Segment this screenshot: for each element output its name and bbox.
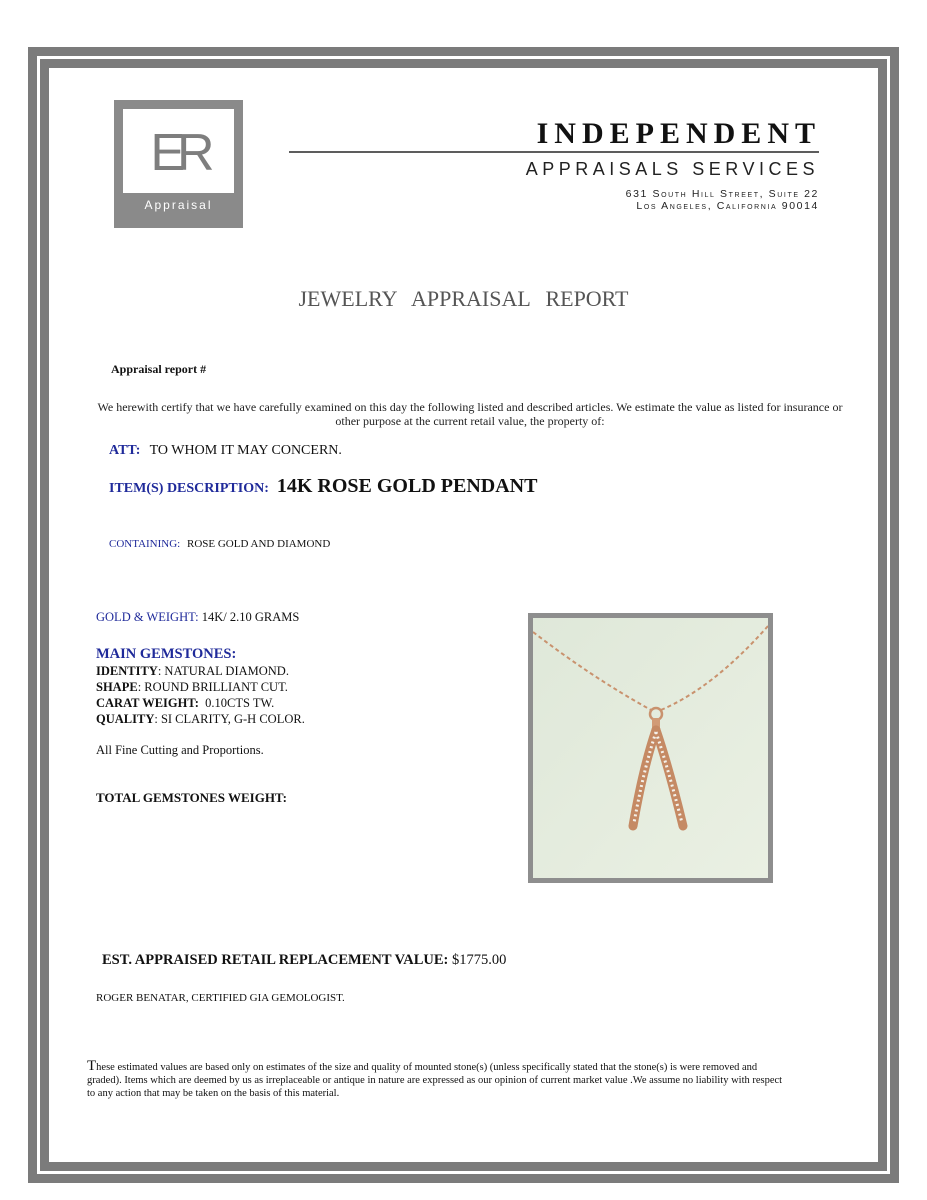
total-gemstones-weight-label: TOTAL GEMSTONES WEIGHT: xyxy=(96,790,287,805)
containing-label: CONTAINING: xyxy=(109,538,181,550)
identity-value: : NATURAL DIAMOND. xyxy=(157,664,289,678)
gold-weight-line xyxy=(96,610,299,625)
shape-value: : ROUND BRILLIANT CUT. xyxy=(137,680,288,694)
certification-text: We herewith certify that we have carefully examined on this day the following listed and described articles. We estimate the value as listed for insurance or other purpose at the current retail value, the property of: xyxy=(97,400,843,428)
wishbone-pendant-image xyxy=(533,618,768,878)
carat-line xyxy=(96,696,274,711)
disclaimer-first-letter: T xyxy=(87,1058,97,1074)
att-value: TO WHOM IT MAY CONCERN. xyxy=(149,443,342,458)
disclaimer xyxy=(87,1060,787,1100)
containing-value: ROSE GOLD AND DIAMOND xyxy=(186,538,331,550)
appraiser-signature-line: ROGER BENATAR, CERTIFIED GIA GEMOLOGIST. xyxy=(96,992,345,1004)
brand-subtitle: APPRAISALS SERVICES xyxy=(525,159,819,179)
gold-label: GOLD & WEIGHT: xyxy=(96,610,199,624)
er-appraisal-logo xyxy=(114,100,243,228)
address-line-1: 631 South Hill Street, Suite 22 xyxy=(625,188,819,200)
item-label: ITEM(S) DESCRIPTION: xyxy=(109,481,269,496)
quality-label: QUALITY xyxy=(96,712,155,726)
address-line-2: Los Angeles, California 90014 xyxy=(636,200,819,212)
carat-label: CARAT WEIGHT: xyxy=(96,696,199,710)
pendant-photo xyxy=(528,613,773,883)
item-description xyxy=(109,475,537,498)
att-label: ATT: xyxy=(109,443,141,458)
att-line xyxy=(109,443,342,459)
identity-line xyxy=(96,664,289,679)
shape-line xyxy=(96,680,288,695)
gemstones-heading: MAIN GEMSTONES: xyxy=(96,646,237,662)
shape-label: SHAPE xyxy=(96,680,138,694)
appraised-value-line xyxy=(102,952,506,969)
item-value: 14K ROSE GOLD PENDANT xyxy=(276,475,538,497)
brand-title: INDEPENDENT xyxy=(536,117,821,150)
gold-value: 14K/ 2.10 GRAMS xyxy=(201,610,300,624)
logo-mark: ER xyxy=(150,124,207,182)
value-amount: $1775.00 xyxy=(451,952,507,968)
report-number-label: Appraisal report # xyxy=(111,362,207,376)
report-title: JEWELRY APPRAISAL REPORT xyxy=(298,286,629,311)
identity-label: IDENTITY xyxy=(96,664,158,678)
containing-line xyxy=(109,538,330,550)
logo-caption: Appraisal xyxy=(123,193,234,219)
cutting-note: All Fine Cutting and Proportions. xyxy=(96,743,264,757)
disclaimer-text: hese estimated values are based only on estimates of the size and quality of mounted stone(s) (unless specifically stated that the stone(s) is were removed and graded). Items which are deemed by us as irreplaceable or antique in nature are expressed as our opinion of current market value .We assume no liability with respect to any action that may be taken on the basis of this material. xyxy=(87,1062,783,1099)
header-rule xyxy=(289,151,819,153)
quality-line xyxy=(96,712,305,727)
value-label: EST. APPRAISED RETAIL REPLACEMENT VALUE: xyxy=(102,952,449,968)
carat-value: 0.10CTS TW. xyxy=(205,696,275,710)
quality-value: : SI CLARITY, G-H COLOR. xyxy=(154,712,305,726)
